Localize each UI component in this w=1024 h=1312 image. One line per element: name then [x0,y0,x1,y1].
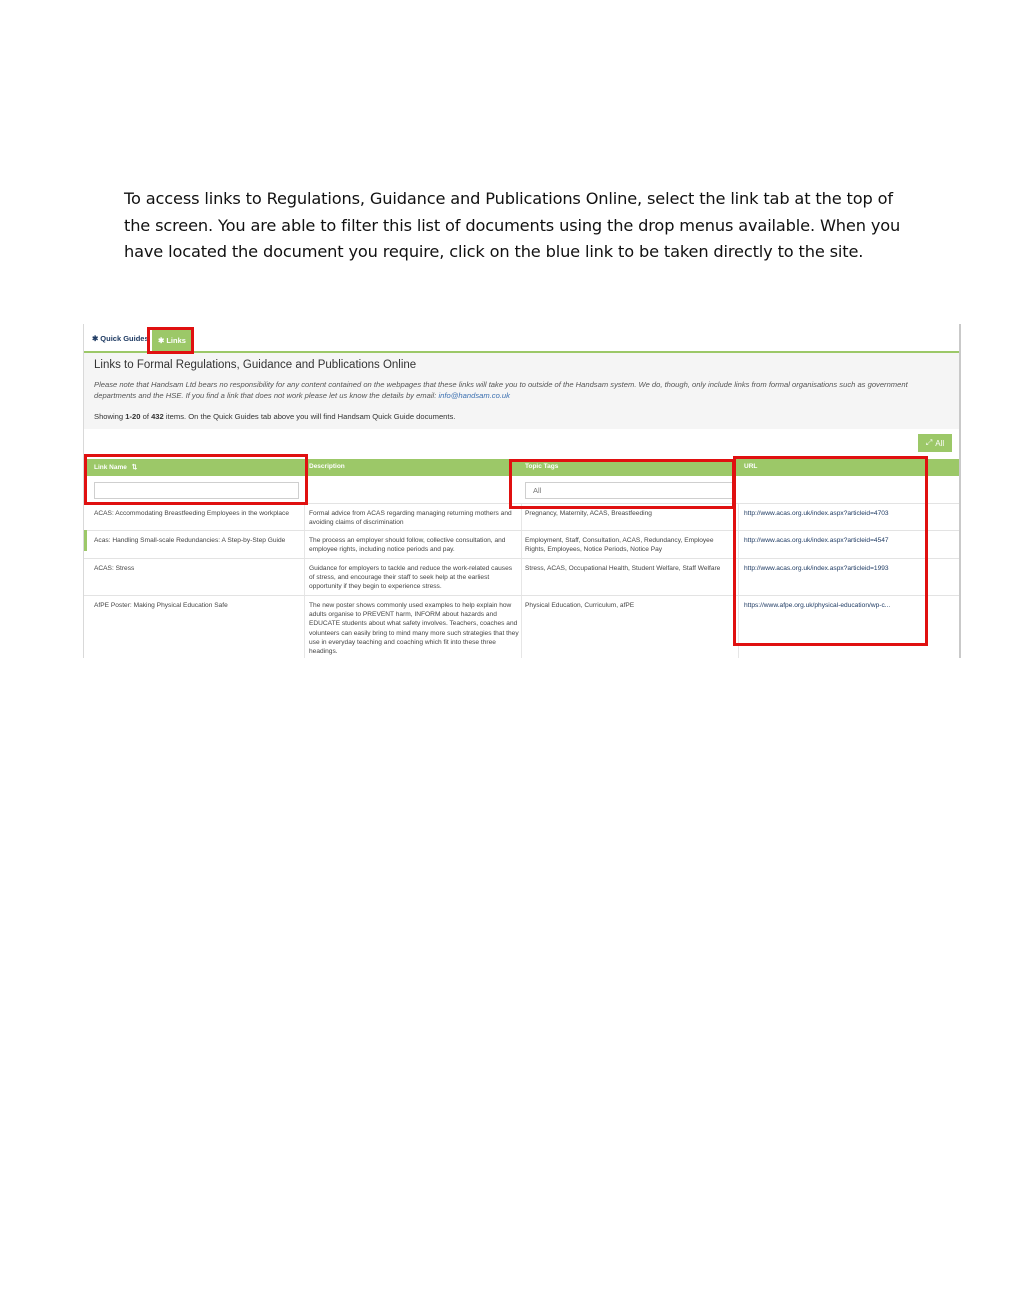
sort-icon[interactable]: ⇅ [131,464,138,471]
row-topic-tags: Stress, ACAS, Occupational Health, Student Welfare, Staff Welfare [525,565,721,572]
row-description: Guidance for employers to tackle and reduce the work-related causes of stress, and encourage their staff to seek help at the earliest opportunity if they begin to experience stress. [309,565,513,591]
results-count [94,412,455,421]
row-link-name: ACAS: Accommodating Breastfeeding Employees in the workplace [94,510,289,517]
row-link-name: AfPE Poster: Making Physical Education Safe [94,602,228,609]
column-divider [738,531,739,558]
column-divider [738,504,739,530]
column-divider [521,559,522,595]
row-url-link[interactable]: https://www.afpe.org.uk/physical-education/wp-c... [744,602,891,609]
column-divider [304,596,305,658]
row-topic-tags: Physical Education, Curriculum, afPE [525,602,635,609]
column-header-url[interactable]: URL [744,463,758,470]
app-screenshot [83,324,961,658]
expand-all-label: All [935,438,945,448]
tab-links-label: Links [166,335,186,345]
table-row [84,596,960,658]
column-divider [738,596,739,658]
tab-bar [84,324,960,354]
filter-row [84,476,960,504]
page-title: Links to Formal Regulations, Guidance and Publications Online [94,359,417,371]
row-description: Formal advice from ACAS regarding managing returning mothers and avoiding claims of discrimination [309,510,512,527]
count-suffix: items. On the Quick Guides tab above you will find Handsam Quick Guide documents. [165,412,456,421]
row-link-name: Acas: Handling Small-scale Redundancies: A Step-by-Step Guide [94,537,286,544]
row-description: The new poster shows commonly used examples to help explain how adults organise to PREVENT harm, INFORM about hazards and EDUCATE students about what safety involves. Teachers, coaches and volunteers can easily bring to mind many more such strategies that they use in everyday teaching and coaching which fit into these three headings. [309,602,519,656]
tab-links[interactable] [152,329,192,351]
star-icon: ✱ [158,335,165,345]
tab-quick-guides[interactable] [92,334,149,343]
star-icon: ✱ [92,334,99,343]
column-header-description[interactable]: Description [309,463,345,470]
scrollbar[interactable] [959,324,960,658]
link-name-filter-input[interactable] [94,482,299,499]
expand-icon: ⤢ [925,438,933,447]
row-url-link[interactable]: http://www.acas.org.uk/index.aspx?articleid=4547 [744,537,889,544]
count-of: of [142,412,149,421]
column-divider [304,504,305,530]
table-row [84,504,960,531]
row-topic-tags: Employment, Staff, Consultation, ACAS, Redundancy, Employee Rights, Employees, Notice Periods, Notice Pay [525,537,714,554]
email-link[interactable]: info@handsam.co.uk [438,390,510,400]
column-header-link-name[interactable] [94,463,137,471]
count-range: 1-20 [125,412,141,421]
table-header [84,459,960,476]
disclaimer-text: Please note that Handsam Ltd bears no responsibility for any content contained on the webpages that these links will take you to outside of the Handsam system. We do, though, only include links from formal organisations such as government departments and the HSE. If you find a link that does not work please let us know the details by email: [94,380,908,400]
column-divider [521,531,522,558]
column-divider [521,504,522,530]
table-row [84,531,960,559]
count-total: 432 [151,412,164,421]
tab-quick-guides-label: Quick Guides [100,334,149,343]
disclaimer-note [94,380,934,401]
column-link-name-label: Link Name [94,464,127,471]
table-row [84,559,960,596]
info-panel [84,353,960,429]
intro-paragraph: To access links to Regulations, Guidance and Publications Online, select the link tab at the top of the screen. You are able to filter this list of documents using the drop menus available. When you have located the document you require, click on the blue link to be taken directly to the site. [124,189,901,261]
row-topic-tags: Pregnancy, Maternity, ACAS, Breastfeeding [525,510,652,517]
count-prefix: Showing [94,412,124,421]
column-divider [304,559,305,595]
expand-all-button[interactable] [918,434,952,452]
row-link-name: ACAS: Stress [94,565,135,572]
column-divider [304,531,305,558]
column-header-topic-tags[interactable]: Topic Tags [525,463,559,470]
column-divider [521,596,522,658]
row-url-link[interactable]: http://www.acas.org.uk/index.aspx?articleid=4703 [744,510,889,517]
topic-tags-filter-select[interactable]: All [525,482,735,499]
row-url-link[interactable]: http://www.acas.org.uk/index.aspx?articleid=1993 [744,565,889,572]
row-selection-accent [84,530,87,551]
row-description: The process an employer should follow, collective consultation, and employee rights, including notice periods and pay. [309,537,506,554]
column-divider [738,559,739,595]
